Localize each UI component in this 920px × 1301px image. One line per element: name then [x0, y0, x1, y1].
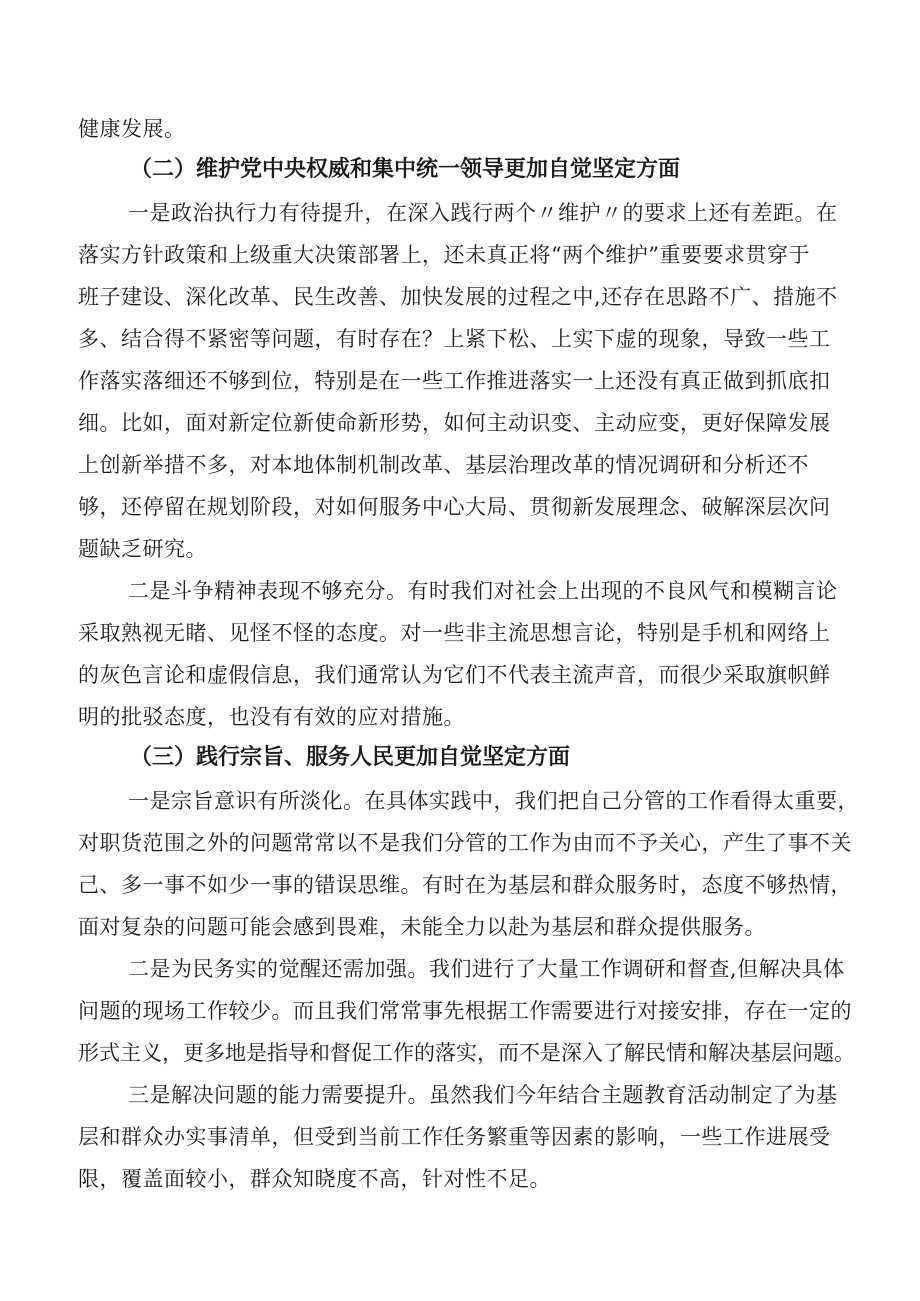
text-line: 题缺乏研究。 — [78, 537, 207, 561]
section-heading: （二）维护党中央权威和集中统一领导更加自觉坚定方面 — [130, 157, 681, 182]
text-line: 形式主义，更多地是指导和督促工作的落实，而不是深入了解民情和解决基层问题。 — [78, 1041, 855, 1065]
text-line: 己、多一事不如少一事的错误思维。有时在为基层和群众服务时，态度不够热情， — [78, 873, 852, 897]
text-line: 面对复杂的问题可能会感到畏难，未能全力以赴为基层和群众提供服务。 — [78, 915, 766, 939]
text-line: 限，覆盖面较小，群众知晓度不高，针对性不足。 — [78, 1167, 551, 1191]
text-line: 二是为民务实的觉醒还需加强。我们进行了大量工作调研和督查,但解决具体 — [128, 957, 845, 981]
text-line: 对职货范围之外的问题常常以不是我们分管的工作为由而不予关心，产生了事不关 — [78, 831, 852, 855]
text-line: 三是解决问题的能力需要提升。虽然我们今年结合主题教育活动制定了为基 — [128, 1083, 838, 1107]
text-line: 采取熟视无睹、见怪不怪的态度。对一些非主流思想言论，特别是手机和网络上 — [78, 621, 831, 645]
text-line: 一是政治执行力有待提升，在深入践行两个〃维护〃的要求上还有差距。在 — [128, 201, 838, 225]
text-line: 细。比如，面对新定位新使命新形势，如何主动识变、主动应变，更好保障发展 — [78, 411, 831, 435]
text-line: 一是宗旨意识有所淡化。在具体实践中，我们把自己分管的工作看得太重要， — [128, 789, 859, 813]
text-line: 健康发展。 — [78, 117, 186, 141]
text-line: 够，还停留在规划阶段，对如何服务中心大局、贯彻新发展理念、破解深层次问 — [78, 495, 831, 519]
text-line: 的灰色言论和虚假信息，我们通常认为它们不代表主流声音，而很少采取旗帜鲜 — [78, 663, 831, 687]
text-line: 二是斗争精神表现不够充分。有时我们对社会上出现的不良风气和模糊言论 — [128, 579, 838, 603]
text-line: 上创新举措不多，对本地体制机制改革、基层治理改革的情况调研和分析还不 — [78, 453, 809, 477]
text-line: 多、结合得不紧密等问题，有时存在？上紧下松、上实下虚的现象，导致一些工 — [78, 327, 831, 351]
text-line: 层和群众办实事清单，但受到当前工作任务繁重等因素的影响，一些工作进展受 — [78, 1125, 831, 1149]
text-line: 明的批驳态度，也没有有效的应对措施。 — [78, 705, 465, 729]
section-heading: （三）践行宗旨、服务人民更加自觉坚定方面 — [130, 745, 571, 770]
text-line: 问题的现场工作较少。而且我们常常事先根据工作需要进行对接安排，存在一定的 — [78, 999, 852, 1023]
text-line: 班子建设、深化改革、民生改善、加快发展的过程之中,还存在思路不广、措施不 — [78, 285, 838, 309]
text-line: 落实方针政策和上级重大决策部署上，还未真正将“两个维护”重要要求贯穿于 — [78, 243, 810, 267]
text-line: 作落实落细还不够到位，特别是在一些工作推进落实一上还没有真正做到抓底扣 — [78, 369, 831, 393]
